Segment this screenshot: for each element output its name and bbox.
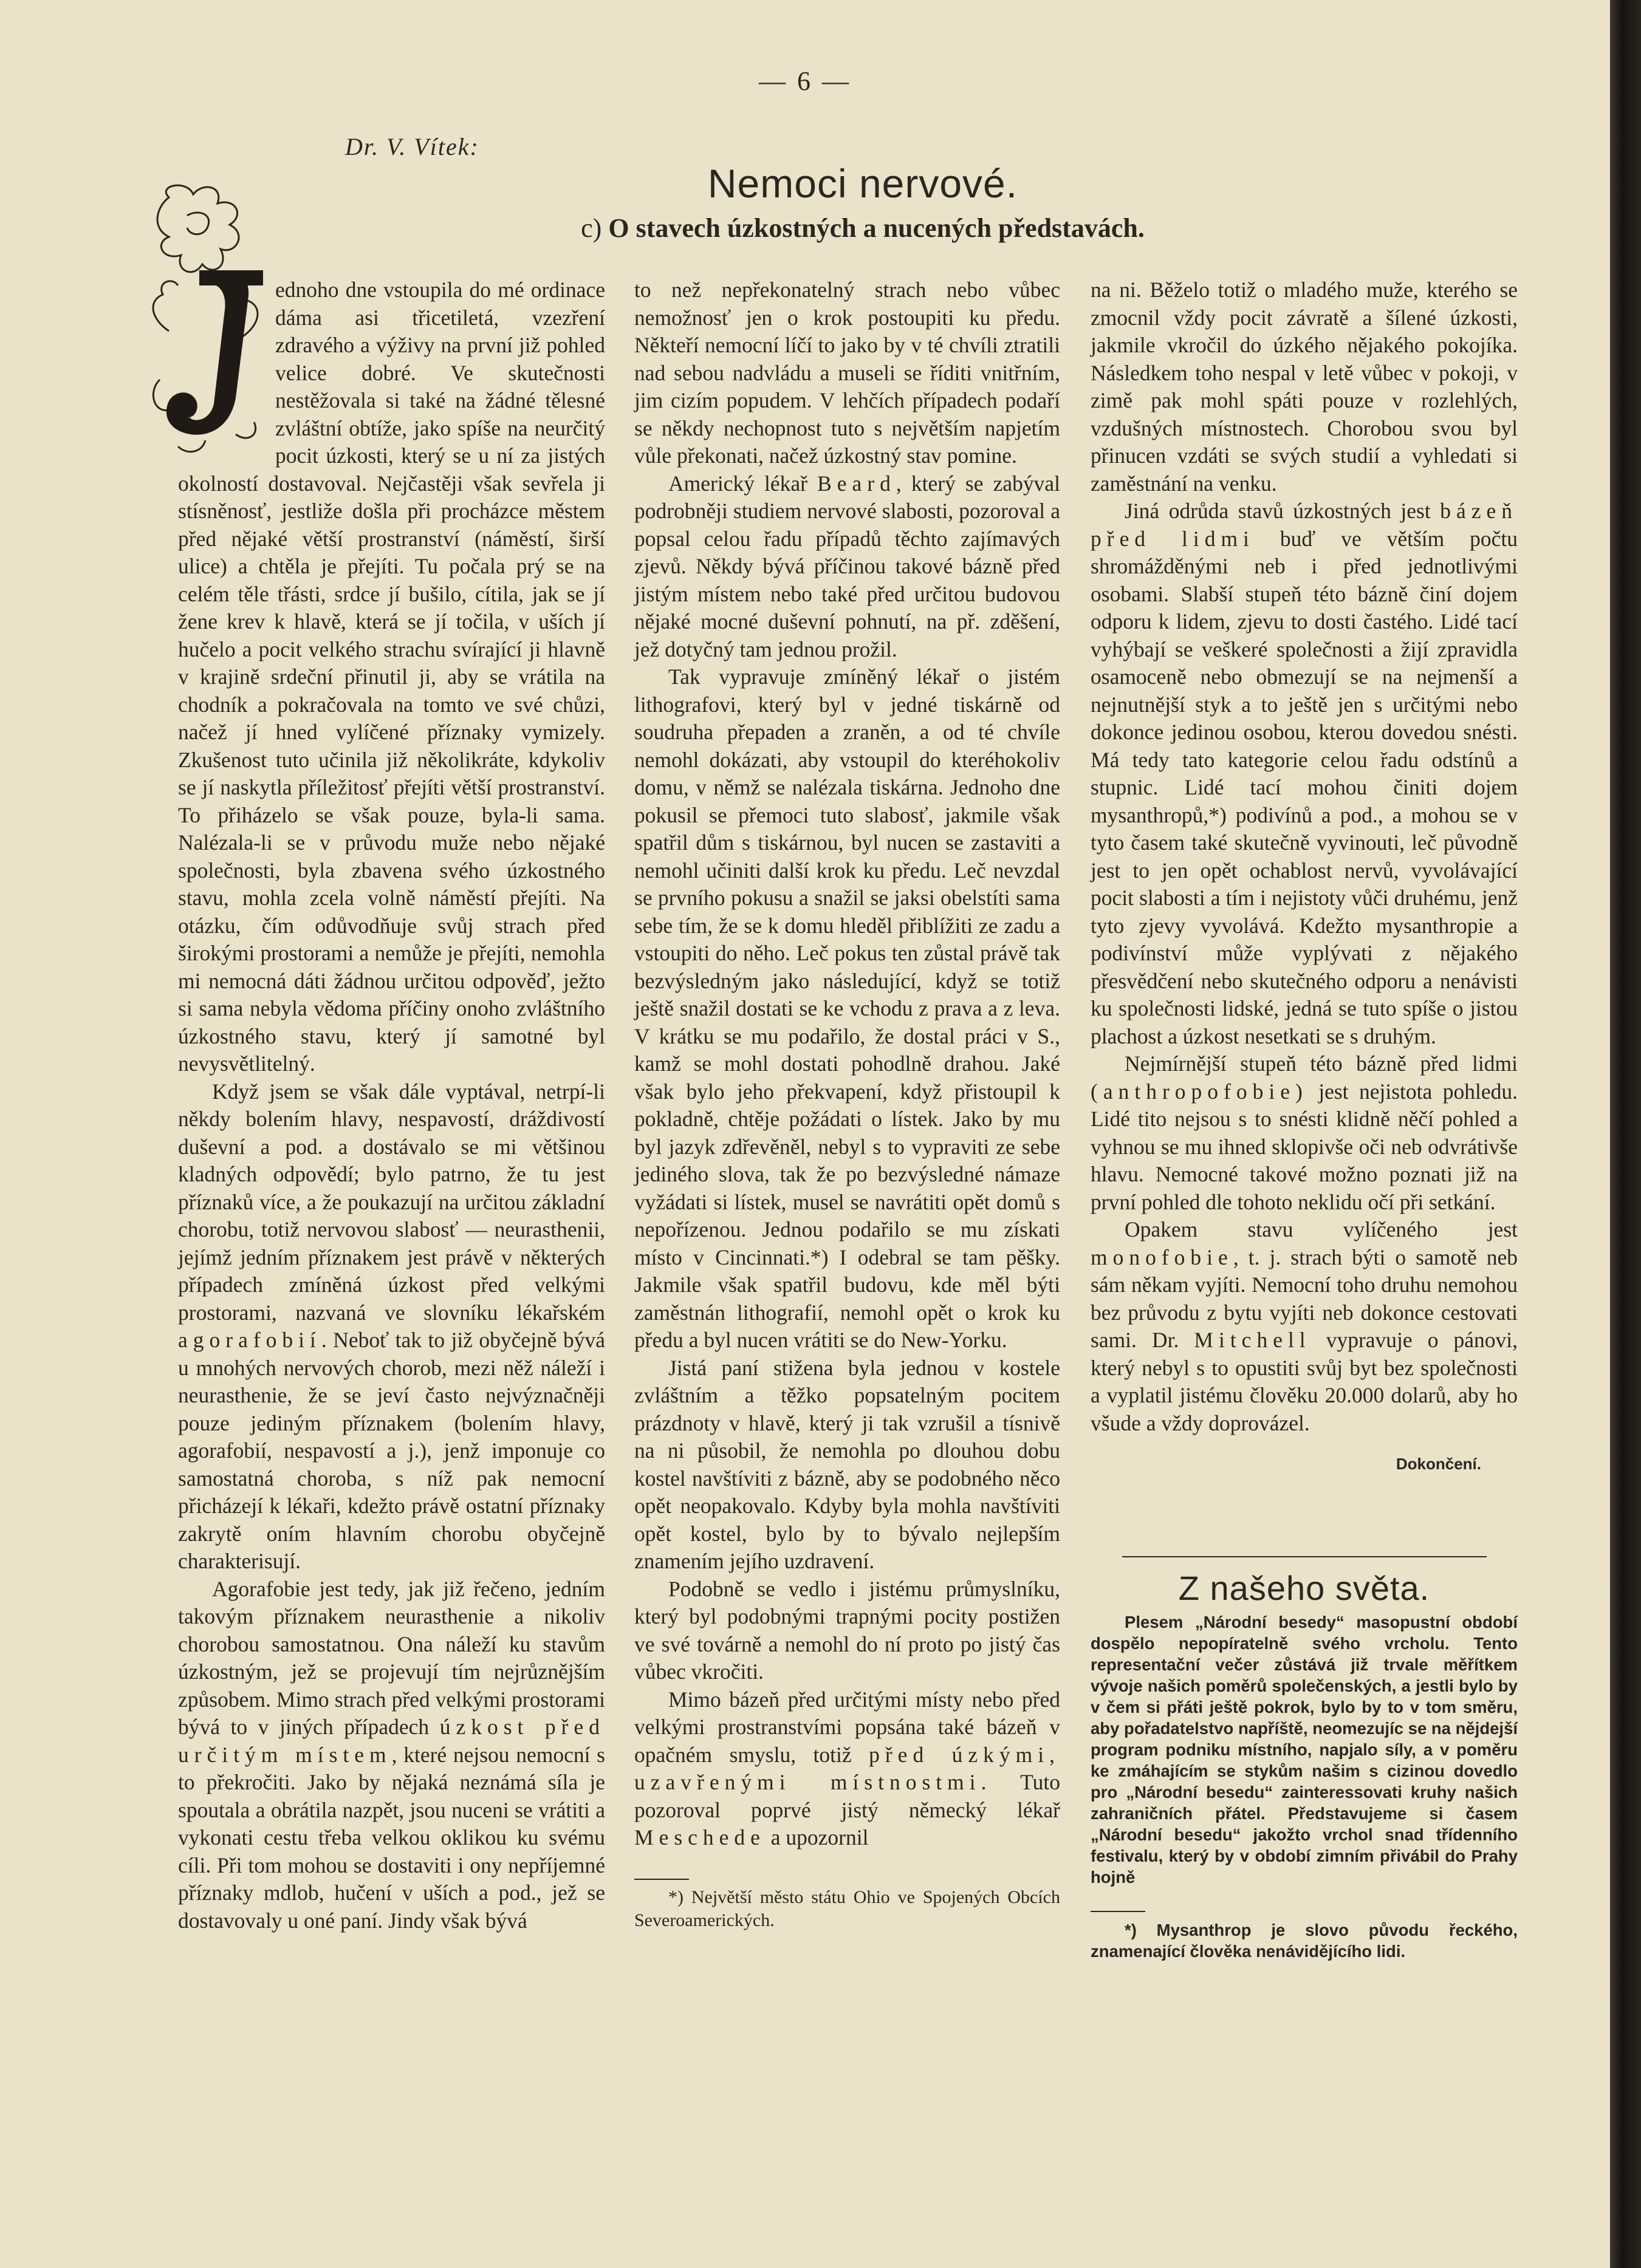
term-monofobie: monofobie (1091, 1245, 1233, 1269)
author-name: Dr. V. Vítek: (345, 133, 479, 160)
paragraph-lithograf: Tak vypravuje zmíněný lékař o jistém lithografovi, který byl v jedné tiskárně od soudruha přepaden a zraněn, a od té chvíle nemohl dokázati, aby vstoupil do kteréhokoliv domu, v němž se nalézala tiskárna. Jednoho dne pokusil se přemoci tuto slabosť, jakmile však spatřil dům s tiskárnou, byl nucen se zastaviti a nemohl učiniti další krok ku předu. Leč nevzdal se prvního pokusu a snažil se jaksi obelstíti sama sebe tím, že se k domu hleděl přiblížiti ze zadu a vstoupiti do něho. Leč pokus ten zůstal právě tak bezvýsledným jako následující, když se totiž ještě snažil dostati se ke vchodu z prava a z leva. V krátku se mu podařilo, že dostal práci v S., kamž se mohl dostati pohodlně drahou. Jaké však bylo jeho překvapení, když přistoupil k pokladně, chtěje požádati o lístek. Jako by mu byl jazyk zdřevěněl, nebyl s to vypraviti ze sebe jediného slova, tak že po bezvýsledné námaze vyžádati si lístek, musel se navrátiti opět domů s nepořízenou. Jednou podařilo se mu získati místo v Cincinnati.*) I odebral se tam pěšky. Jakmile však spatřil budovu, kde měl býti zaměstnán lithografií, nemohl opět o krok ku předu a byl nucen vrátiti se do New-Yorku. (634, 664, 1060, 1352)
paragraph-anthropofobie: Nejmírnější stupeň této bázně před lidmi (anthropofobie) jest nejistota pohledu. Lidé tito nejsou s to snésti klidně něčí pohled a vyhnou se mu ihned sklopivše oči neb odvrátivše hlavu. Nemocné takové možno poznati již na první pohled dle tohoto neklidu očí při setkání. (1091, 1051, 1518, 1214)
paragraph-monofobie: Opakem stavu vylíčeného jest monofobie, t. j. strach býti o samotě neb sám někam vyjíti. Nemocní toho druhu nemohou bez průvodu z bytu vyjíti neb dokonce cestovati sami. Dr. Mitchell vypravuje o pánovi, který nebyl s to opustiti svůj byt bez společnosti a vyplatil jistému člověku 20.000 dolarů, aby ho všude a vždy doprovázel. (1091, 1217, 1518, 1435)
paragraph-kostel: Jistá paní stižena byla jednou v kostele zvláštním a těžko popsatelným pocitem prázdnoty v hlavě, který ji tak vzrušil a tísnivě na ni působil, že nemohla po dlouhou dobu kostel navštíviti z bázně, aby se podobného něco opět neopakovalo. Kdyby byla mohla navštíviti opět kostel, bylo by to bývalo nejlepším znamením jejího uzdravení. (634, 1355, 1060, 1573)
footnote-divider (634, 1879, 689, 1880)
text-column-2 (634, 276, 1060, 1932)
section-title: Z našeho světa. (1178, 1568, 1430, 1607)
section-divider (1122, 1556, 1487, 1557)
name-mitchell: Mitchell (1194, 1328, 1311, 1352)
term-bazen-pred-lidmi: bázeň před lidmi (1091, 499, 1518, 551)
paragraph-continuation-3: na ni. Běželo totiž o mladého muže, kterého se zmocnil vždy pocit závratě a šílené úzkosti, jakmile vkročil do úzkého nějakého pokojíka. Následkem toho nespal v letě vůbec v pokoji, v zimě pak mohl spáti pouze v rozlehlých, vzdušných místnostech. Chorobou svou byl přinucen vzdáti se svých studií a vyhledati si zaměstnání na venku. (1091, 278, 1518, 496)
term-uzkost-pred-mistem: úzkost před určitým místem (178, 1715, 605, 1767)
scan-edge (1610, 0, 1641, 2268)
text-column-3 (1091, 276, 1518, 1962)
term-anthropofobie: (anthropofobie) (1091, 1079, 1308, 1104)
paragraph-opening: ednoho dne vstoupila do mé ordinace dáma asi třicetiletá, vzezření zdravého a výživy na první již pohled velice dobré. Ve skutečnosti nestěžovala si také na žádné tělesné zvláštní obtíže, jako spíše na neurčitý pocit úzkosti, který se u ní za jistých okolností dostavoval. Nejčastěji však sevřela ji stísněnosť, jestliže došla při procházce městem před nějaké větší prostranství (náměstí, širší ulice) a chtěla je přejíti. Tu počala prý se na celém těle třásti, srdce jí bušilo, cítila, jak se jí žene krev k hlavě, která se jí točila, v uších jí hučelo a pocit velkého strachu svírající ji hlavně v krajině srdeční přinutil ji, aby se vrátila na chodník a pokračovala na tomto ve své chůzi, načež jí hned vylíčené příznaky vymizely. Zkušenost tuto učinila již několikráte, kdykoliv se jí naskytla příležitosť přejíti větší prostranství. To přiházelo se však pouze, byla-li sama. Nalézala-li se v průvodu muže nebo nějaké společnosti, byla zbavena svého úzkostného stavu, mohla zcela volně náměstí přejíti. Na otázku, čím odůvodňuje svůj strach před širokými prostorami a nemůže je přejíti, nemohla mi nemocná dáti žádnou určitou odpověď, ježto si sama nebyla vědoma příčiny onoho zvláštního úzkostného stavu, který jí samotné byl nevysvětlitelný. (178, 276, 605, 1078)
paragraph-3: Agorafobie jest tedy, jak již řečeno, jedním takovým příznakem neurasthenie a nikoliv chorobou samostatnou. Ona náleží ku stavům úzkostným, jež se projevují tím nejrůznějším způsobem. Mimo strach před velkými prostorami bývá to v jiných případech úzkost před určitým místem, které nejsou nemocní s to překročiti. Jako by nějaká neznámá síla je spoutala a obrátila nazpět, jsou nuceni se vrátiti a vykonati cestu třeba velkou oklikou ku svému cíli. Při tom mohou se dostaviti i ony nepříjemné příznaky mdlob, hučení v uších a pod., jež se dostavovaly u oné paní. Jindy však bývá (178, 1576, 605, 1933)
footnote-divider-3 (1091, 1911, 1145, 1912)
text-column-1 (178, 276, 605, 1935)
name-beard: Beard (817, 471, 896, 496)
footnote-cincinnati: *) Největší město státu Ohio ve Spojených Obcích Severoamerických. (634, 1887, 1060, 1930)
subtitle-text: O stavech úzkostných a nucených představách. (608, 213, 1145, 243)
subtitle-prefix: c) (581, 213, 602, 243)
page-number: — 6 — (759, 66, 851, 96)
article-title: Nemoci nervové. (707, 161, 1018, 206)
article-subtitle (498, 213, 1227, 244)
paragraph-uzke-mistnosti: Mimo bázeň před určitými místy nebo před velkými prostranstvími popsána také bázeň v opačném smyslu, totiž před úzkými, uzavřenými místnostmi. Tuto pozoroval poprvé jistý německý lékař Meschede a upozornil (634, 1687, 1061, 1850)
name-meschede: Meschede (634, 1825, 766, 1850)
footnote-mysanthrop: *) Mysanthrop je slovo původu řeckého, znamenající člověka nenávidějícího lidi. (1091, 1921, 1518, 1961)
ornamental-initial-j-icon (145, 179, 269, 465)
term-agorafobie: agorafobií (178, 1328, 321, 1352)
continuation-note: Dokončení. (1396, 1455, 1481, 1473)
paragraph-continuation: to než nepřekonatelný strach nebo vůbec nemožnosť jen o krok postoupiti ku předu. Někteří nemocní líčí to jako by v té chvíli ztratili nad sebou nadvládu a museli se říditi vnitřním, jim cizím popudem. V lehčích případech podaří se někdy nechopnost tuto s největším napjetím vůle překonati, načež úzkostný stav pomine. (634, 278, 1060, 468)
paragraph-prumyslnik: Podobně se vedlo i jistému průmyslníku, který byl podobnými trapnými pocity postižen ve své továrně a nemohl do ní proto po jistý čas vůbec vkročiti. (634, 1576, 1060, 1684)
term-uzke-mistnosti: před úzkými, uzavřenými místnostmi (634, 1742, 1061, 1794)
paragraph-2: Když jsem se však dále vyptával, netrpí-li někdy bolením hlavy, nespavostí, dráždivostí duševní a pod. a dostávalo se mi většinou kladných odpovědí; bylo patrno, že tu jest příznaků více, a že poukazují na určitou základní chorobu, totiž nervovou slabosť — neurasthenii, jejímž jedním příznakem jest právě v některých případech zmíněná úzkost před velkými prostorami, nazvaná ve slovníku lékařském agorafobií. Neboť tak to již obyčejně bývá u mnohých nervových chorob, mezi něž náleží i neurasthenie, že se jeví často nejvýznačněji pouze jediným příznakem (bolením hlavy, agorafobií, nespavostí a j.), jenž imponuje co samostatná choroba, s níž pak nemocní přicházejí k lékaři, kdežto právě ostatní příznaky zakrytě oním hlavním chorobu obyčejně charakterisují. (178, 1079, 605, 1573)
news-paragraph: Plesem „Národní besedy“ masopustní období dospělo nepopíratelně svého vrcholu. Tento representační večer zůstává již trvale měřítkem vývoje našich poměrů společenských, a jestli bylo by v čem si přáti ještě pokrok, bylo by to v tom směru, aby pořadatelstvo napříště, neomezujíc se na nějdejší program podniku místního, napjalo síly, a v poměru ke zmáhajícím se stykům našim s cizinou dovedlo pro „Národní besedu“ zainteressovati kruhy našich zahraničních přátel. Představujeme si časem „Národní besedu“ jakožto vrchol snad třídenního festivalu, který by v období zimním přivábil do Prahy hojně (1091, 1613, 1518, 1887)
paragraph-beard: Americký lékař Beard, který se zabýval podrobněji studiem nervové slabosti, pozoroval a popsal celou řadu případů těchto zajímavých zjevů. Někdy bývá příčinou takové bázně před jistým místem nebo také před určitou budovou nějaké mocné duševní pohnutí, na př. zděšení, jež dotyčný tam jednou prožil. (634, 471, 1060, 661)
paragraph-bazen-pred-lidmi: Jiná odrůda stavů úzkostných jest bázeň před lidmi buď ve větším počtu shromážděnými neb i před jednotlivými osobami. Slabší stupeň této bázně činí dojem odporu k lidem, zjevu to dosti častého. Lidé tací vyhýbají se veškeré společnosti a žijí zpravidla osamoceně nebo obmezují se na nejmenší a nejnutnější styk a to ještě jen s určitými nebo dokonce jedinou osobou, kterou dovedou snésti. Má tedy tato kategorie celou řadu odstínů a stupnic. Lidé tací mohou činiti dojem mysanthropů,*) podivínů a pod., a mohou se v tyto časem také skutečně vyvinouti, leč původně jest to jen opět ochablost nervů, vyvolávající pocit slabosti a tím i nejistoty vůči druhému, jenž tyto zjevy vyvolává. Kdežto mysanthropie a podivínství může vyplývati z nějakého přesvědčení nebo skutečného odporu a nenávisti ku společnosti lidské, jedná se tuto spíše o jistou plachost a úzkost nesetkati se s druhým. (1091, 499, 1518, 1048)
